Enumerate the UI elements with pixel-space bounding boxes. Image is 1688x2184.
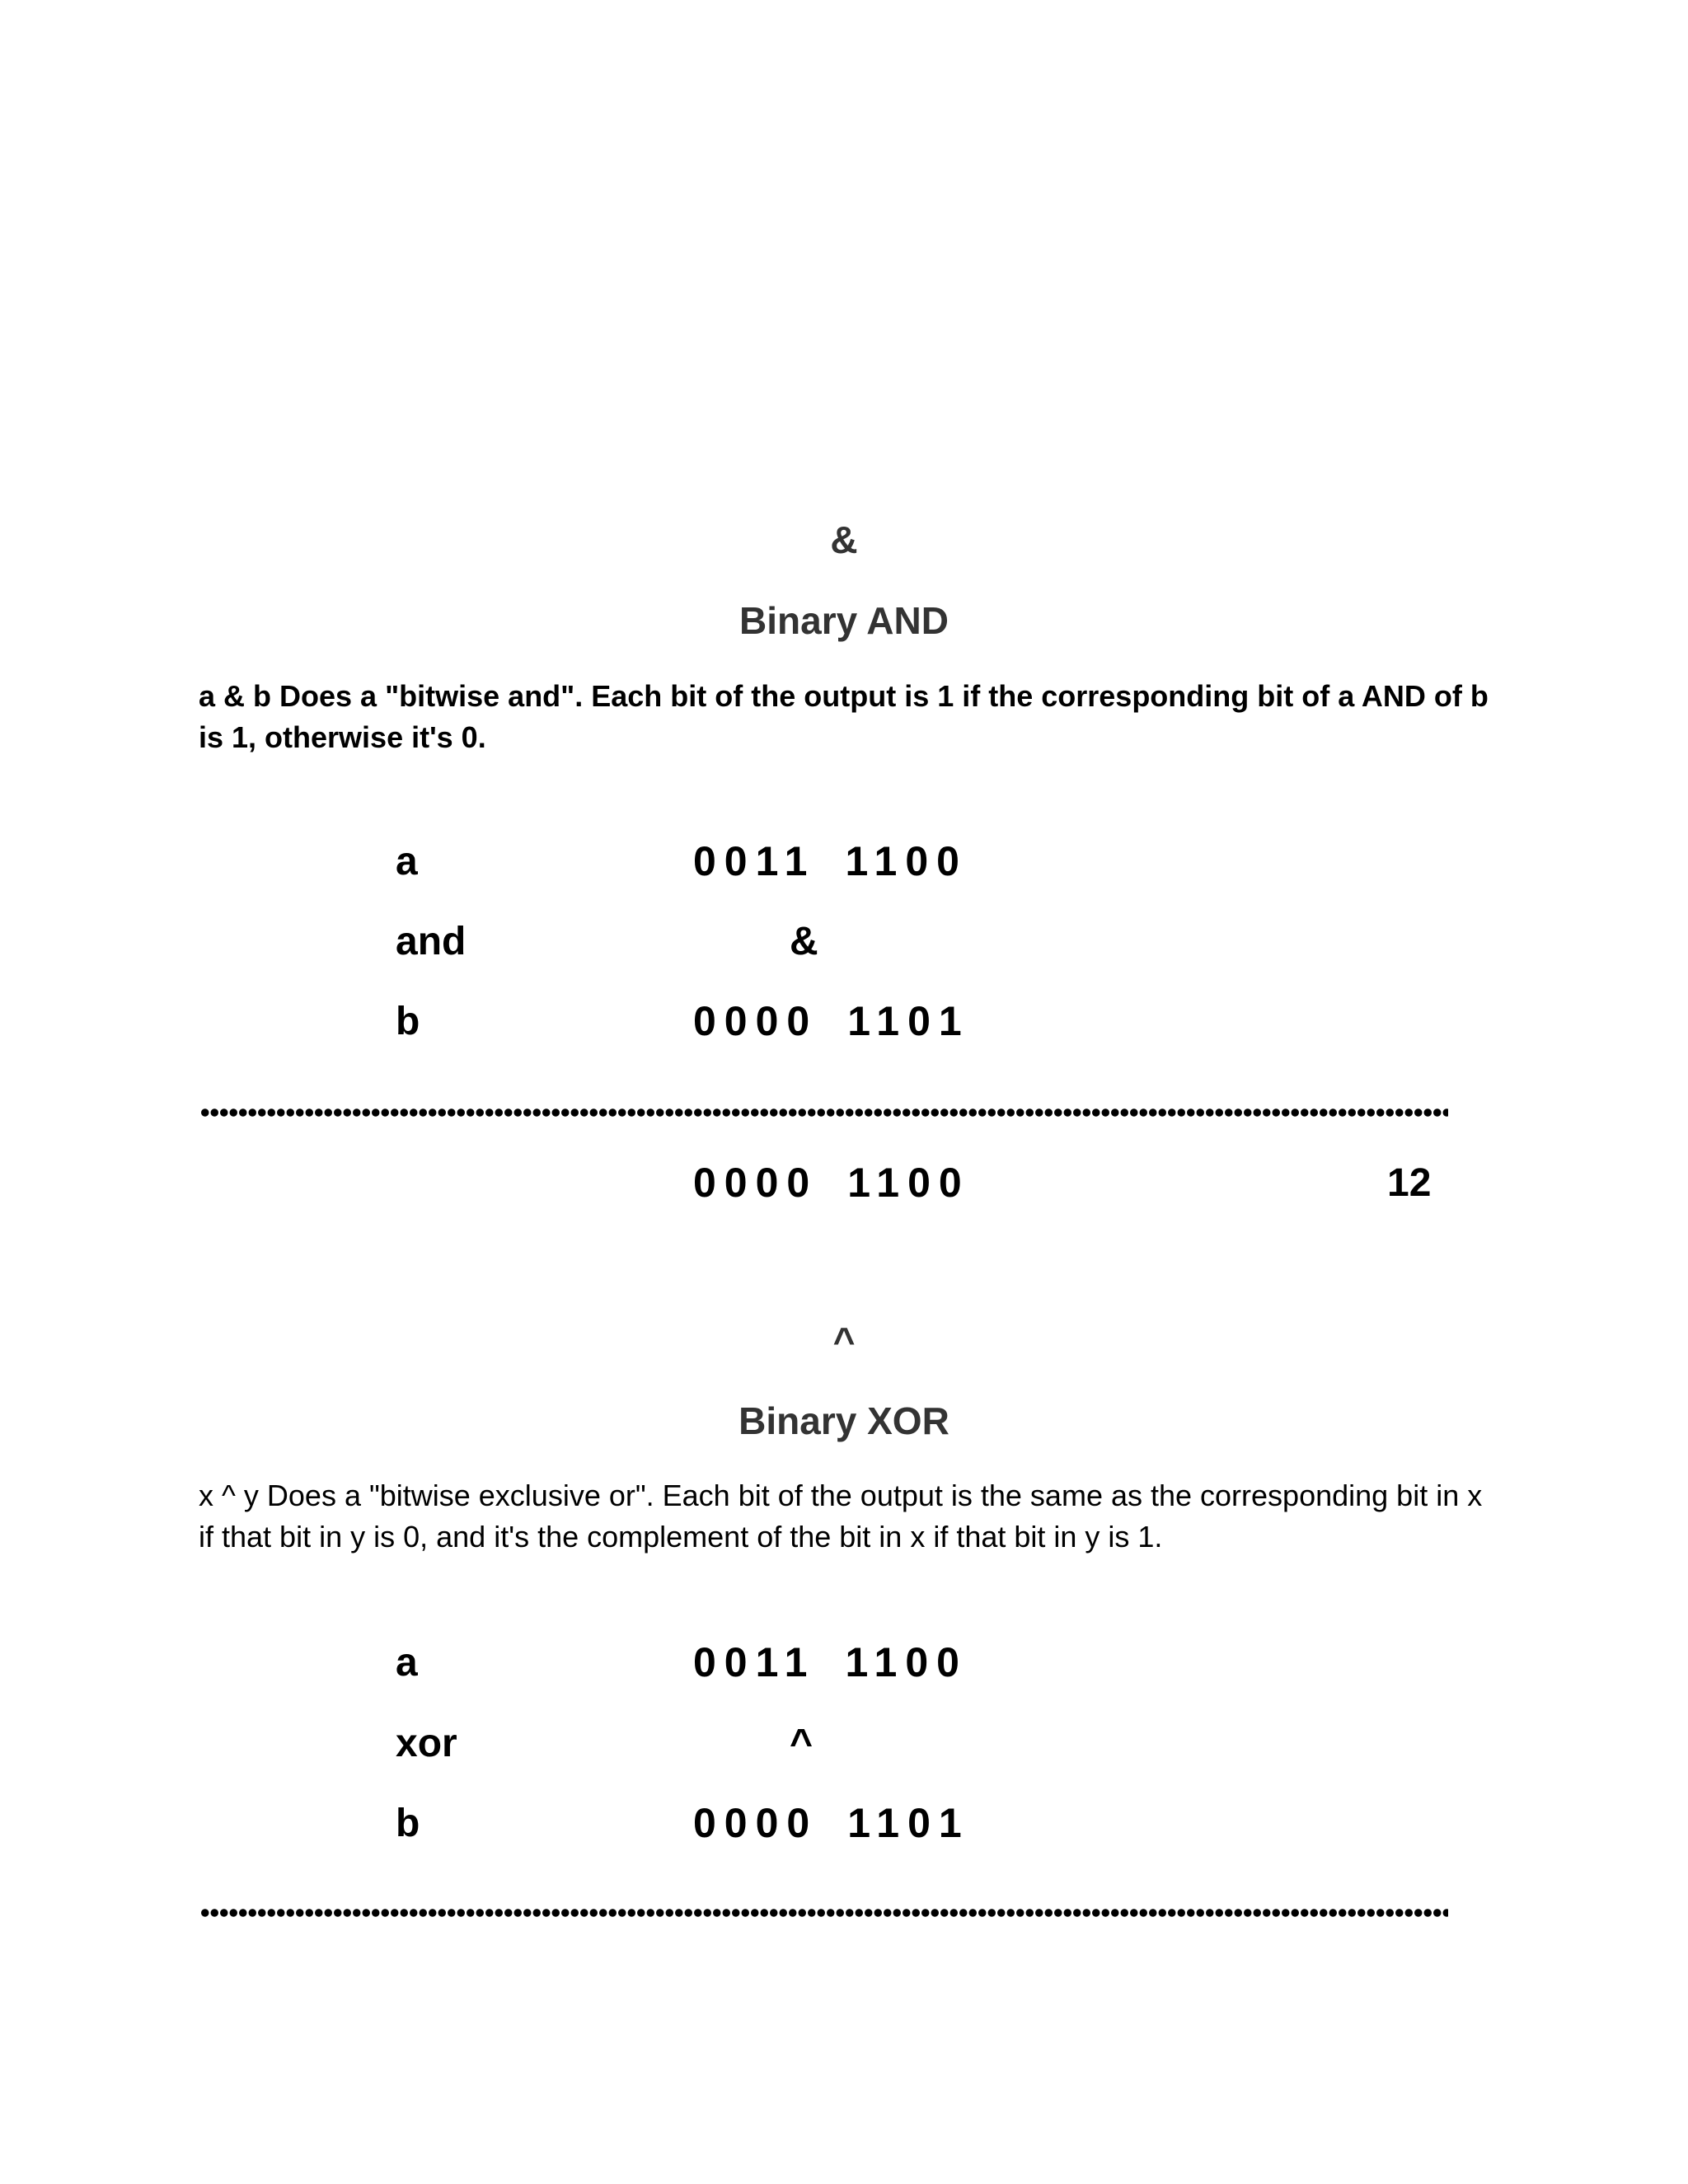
- and-row-b-bits: [693, 997, 970, 1045]
- and-result-decimal: 12: [1387, 1161, 1432, 1205]
- and-result-high-nibble: 0000: [693, 1160, 818, 1206]
- and-row-b-label: b: [396, 1000, 420, 1043]
- and-operator-symbol: &: [830, 518, 858, 561]
- xor-row-b-label: b: [396, 1802, 420, 1845]
- and-result-low-nibble: 1100: [847, 1160, 970, 1206]
- xor-dotted-separator: [200, 1907, 1448, 1919]
- and-result-bits: [693, 1159, 970, 1207]
- xor-operator-symbol: ^: [832, 1319, 856, 1362]
- xor-row-b-bits: [693, 1799, 970, 1847]
- and-row-a-low-nibble: 1100: [845, 838, 968, 884]
- and-row-a-label: a: [396, 840, 418, 883]
- and-row-op-label: and: [396, 920, 467, 963]
- and-row-b-low-nibble: 1101: [847, 998, 970, 1044]
- xor-row-b-high-nibble: 0000: [693, 1800, 818, 1846]
- xor-row-a-label: a: [396, 1641, 418, 1685]
- and-row-op-symbol: &: [790, 920, 818, 963]
- xor-row-b-low-nibble: 1101: [847, 1800, 970, 1846]
- xor-row-op-label: xor: [396, 1722, 457, 1765]
- xor-row-a-low-nibble: 1100: [845, 1639, 968, 1685]
- and-dotted-separator: [200, 1107, 1448, 1118]
- xor-row-a-high-nibble: 0011: [693, 1639, 816, 1685]
- xor-section-title: Binary XOR: [738, 1399, 950, 1442]
- xor-row-op-symbol: ^: [790, 1722, 814, 1765]
- and-row-b-high-nibble: 0000: [693, 998, 818, 1044]
- xor-row-a-bits: [693, 1638, 968, 1686]
- and-row-a-bits: [693, 837, 968, 885]
- and-row-a-high-nibble: 0011: [693, 838, 816, 884]
- and-section-title: Binary AND: [739, 599, 949, 642]
- xor-section-description: x ^ y Does a "bitwise exclusive or". Each bit of the output is the same as the corresponding bit in x if that bit in y is 0, and it's the complement of the bit in x if that bit in y is 1.: [199, 1479, 1483, 1554]
- and-section-description: a & b Does a "bitwise and". Each bit of the output is 1 if the corresponding bit of a AND of b is 1, otherwise it's 0.: [199, 679, 1489, 754]
